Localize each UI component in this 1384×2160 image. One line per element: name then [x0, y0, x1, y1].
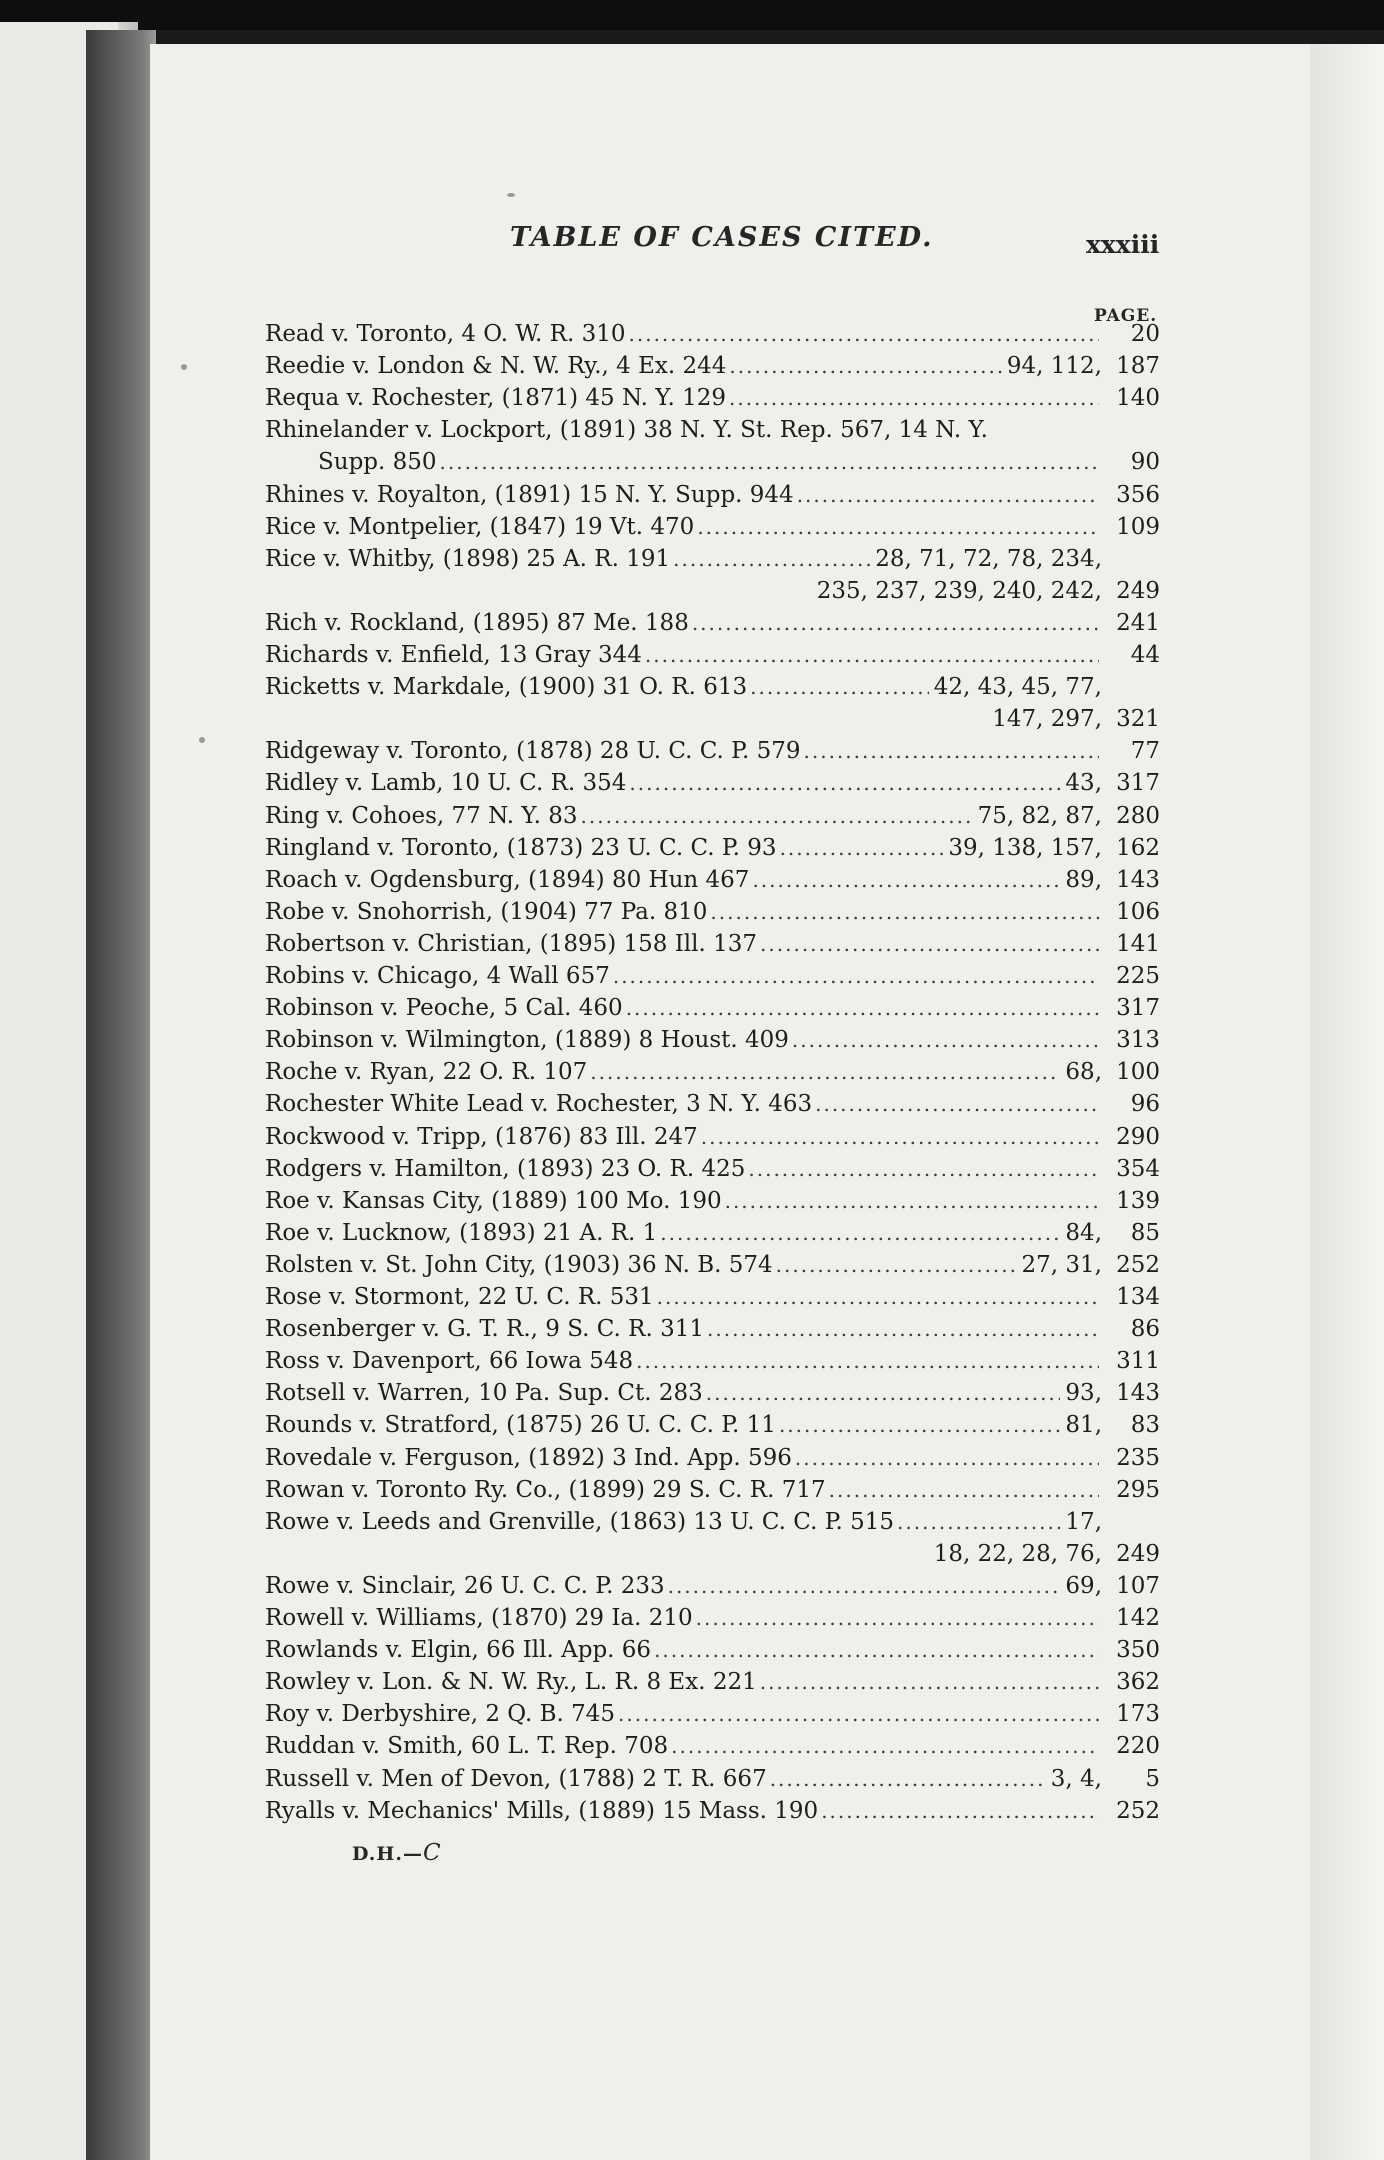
- case-entry: [265, 1730, 1160, 1762]
- final-page: 44: [1130, 642, 1160, 668]
- case-entry: [265, 1249, 1160, 1281]
- case-name: Rowlands v. Elgin, 66 Ill. App. 66: [265, 1637, 652, 1664]
- final-page: 241: [1116, 609, 1160, 636]
- dot-leader: [750, 671, 929, 703]
- dot-leader: [696, 1602, 1099, 1634]
- final-page: 143: [1116, 1380, 1160, 1407]
- case-entry: [265, 1666, 1160, 1698]
- case-name: Rice v. Montpelier, (1847) 19 Vt. 470: [265, 513, 695, 540]
- case-name: Robinson v. Wilmington, (1889) 8 Houst. 409: [265, 1027, 789, 1054]
- case-entry: [265, 1185, 1160, 1217]
- dot-leader: [815, 1088, 1099, 1120]
- dot-leader: [707, 1313, 1099, 1345]
- case-name: Rose v. Stormont, 22 U. C. R. 531: [265, 1284, 654, 1310]
- dot-leader: [618, 1698, 1099, 1730]
- page-references: 39, 138, 157,: [948, 834, 1102, 861]
- case-name: Russell v. Men of Devon, (1788) 2 T. R. 667: [265, 1765, 767, 1792]
- final-page: 140: [1116, 385, 1160, 412]
- dot-leader: [752, 864, 1060, 896]
- final-page: 143: [1116, 866, 1160, 893]
- case-entry: [265, 1634, 1160, 1666]
- case-entry: [265, 1409, 1160, 1441]
- page-references: 28, 71, 72, 78, 234,: [875, 545, 1102, 572]
- running-title: TABLE OF CASES CITED.: [510, 222, 934, 253]
- case-name: Rochester White Lead v. Rochester, 3 N. Y. 463: [265, 1091, 813, 1118]
- case-entry: [265, 1474, 1160, 1506]
- dot-leader: [636, 1345, 1099, 1377]
- case-name: Ring v. Cohoes, 77 N. Y. 83: [265, 802, 578, 829]
- final-page: 280: [1116, 802, 1160, 829]
- case-name: Ryalls v. Mechanics' Mills, (1889) 15 Mass. 190: [265, 1797, 819, 1824]
- case-name: Roe v. Lucknow, (1893) 21 A. R. 1: [265, 1219, 658, 1246]
- case-entry: [265, 414, 1160, 446]
- case-name: Ross v. Davenport, 66 Iowa 548: [265, 1348, 634, 1375]
- case-name: Ridley v. Lamb, 10 U. C. R. 354: [265, 770, 627, 797]
- final-page: 85: [1130, 1219, 1160, 1246]
- page-references: 75, 82, 87,: [977, 802, 1102, 829]
- dot-leader: [710, 896, 1099, 928]
- page-references: 42, 43, 45, 77,: [933, 674, 1102, 701]
- case-name: Roche v. Ryan, 22 O. R. 107: [265, 1059, 588, 1086]
- dot-leader: [729, 350, 1002, 382]
- case-entry: [265, 1056, 1160, 1088]
- dot-leader: [829, 1474, 1099, 1506]
- final-page: 134: [1116, 1284, 1160, 1310]
- dot-leader: [792, 1024, 1099, 1056]
- case-entry: [265, 1763, 1160, 1795]
- page-references: 235, 237, 239, 240, 242,: [816, 577, 1102, 604]
- dot-leader: [692, 607, 1099, 639]
- case-entry: [265, 511, 1160, 543]
- page-references: 93,: [1065, 1380, 1102, 1407]
- final-page: 311: [1116, 1348, 1160, 1375]
- case-entry: [265, 575, 1160, 607]
- case-name: Rich v. Rockland, (1895) 87 Me. 188: [265, 609, 689, 636]
- case-name: Rounds v. Stratford, (1875) 26 U. C. C. P. 11: [265, 1412, 776, 1439]
- page-references: 17,: [1065, 1508, 1102, 1535]
- page-references: 43,: [1065, 770, 1102, 797]
- case-name: Rockwood v. Tripp, (1876) 83 Ill. 247: [265, 1123, 698, 1150]
- page-references: 84,: [1065, 1219, 1102, 1246]
- dot-leader: [776, 1249, 1017, 1281]
- case-entry: [265, 1121, 1160, 1153]
- case-entry: [265, 1345, 1160, 1377]
- case-name: Rhines v. Royalton, (1891) 15 N. Y. Supp. 944: [265, 481, 794, 508]
- dot-leader: [795, 1442, 1099, 1474]
- case-entry: [318, 446, 1160, 478]
- dot-leader: [440, 446, 1099, 478]
- case-entry: [265, 800, 1160, 832]
- final-page: 249: [1116, 1540, 1160, 1567]
- dot-leader: [657, 1281, 1099, 1313]
- dot-leader: [645, 639, 1099, 671]
- final-page: 162: [1116, 834, 1160, 861]
- dot-leader: [660, 1217, 1060, 1249]
- case-entry: [265, 1570, 1160, 1602]
- final-page: 220: [1116, 1733, 1160, 1760]
- final-page: 321: [1116, 706, 1160, 733]
- case-entry: [265, 1538, 1160, 1570]
- final-page: 252: [1116, 1797, 1160, 1824]
- case-name: Roe v. Kansas City, (1889) 100 Mo. 190: [265, 1187, 722, 1214]
- final-page: 141: [1116, 930, 1160, 957]
- case-name: Requa v. Rochester, (1871) 45 N. Y. 129: [265, 385, 726, 412]
- dot-leader: [797, 479, 1099, 511]
- signature-letter: C: [422, 1840, 442, 1866]
- final-page: 139: [1116, 1187, 1160, 1214]
- case-entry: [265, 703, 1160, 735]
- page-references: 147, 297,: [992, 706, 1102, 733]
- dot-leader: [897, 1506, 1060, 1538]
- final-page: 77: [1130, 738, 1160, 765]
- final-page: 106: [1116, 898, 1160, 925]
- case-name: Ruddan v. Smith, 60 L. T. Rep. 708: [265, 1733, 669, 1760]
- page-references: 94, 112,: [1006, 353, 1102, 380]
- dot-leader: [821, 1795, 1099, 1827]
- dot-leader: [760, 928, 1099, 960]
- case-name: Rotsell v. Warren, 10 Pa. Sup. Ct. 283: [265, 1380, 703, 1407]
- dot-leader: [668, 1570, 1061, 1602]
- final-page: 20: [1130, 321, 1160, 347]
- case-entry: [265, 318, 1160, 350]
- signature-mark: [352, 1840, 442, 1866]
- dot-leader: [673, 543, 870, 575]
- page-number: xxxiii: [1086, 230, 1160, 259]
- case-name: Reedie v. London & N. W. Ry., 4 Ex. 244: [265, 353, 727, 380]
- case-name: Rosenberger v. G. T. R., 9 S. C. R. 311: [265, 1316, 704, 1343]
- dot-leader: [697, 511, 1099, 543]
- case-name: Roy v. Derbyshire, 2 Q. B. 745: [265, 1701, 616, 1728]
- case-entry: [265, 1377, 1160, 1409]
- case-name: Read v. Toronto, 4 O. W. R. 310: [265, 321, 626, 347]
- case-entry: [265, 607, 1160, 639]
- case-entry: [265, 992, 1160, 1024]
- dot-leader: [770, 1763, 1046, 1795]
- final-page: 173: [1116, 1701, 1160, 1728]
- final-page: 354: [1116, 1155, 1160, 1182]
- case-name: Richards v. Enfield, 13 Gray 344: [265, 642, 642, 668]
- case-entry: [265, 1281, 1160, 1313]
- case-name: Ringland v. Toronto, (1873) 23 U. C. C. P. 93: [265, 834, 777, 861]
- case-name: Ridgeway v. Toronto, (1878) 28 U. C. C. P. 579: [265, 738, 801, 765]
- page-references: 27, 31,: [1021, 1251, 1102, 1278]
- case-name: Robe v. Snohorrish, (1904) 77 Pa. 810: [265, 898, 708, 925]
- final-page: 5: [1145, 1765, 1160, 1792]
- case-entry: [265, 1442, 1160, 1474]
- case-name: Rolsten v. St. John City, (1903) 36 N. B. 574: [265, 1251, 773, 1278]
- dot-leader: [760, 1666, 1099, 1698]
- final-page: 90: [1130, 449, 1160, 476]
- final-page: 107: [1116, 1572, 1160, 1599]
- page-column-heading: PAGE.: [1094, 306, 1158, 326]
- case-entry: [265, 928, 1160, 960]
- final-page: 96: [1130, 1091, 1160, 1118]
- final-page: 317: [1116, 995, 1160, 1022]
- dot-leader: [626, 992, 1099, 1024]
- page-references: 81,: [1065, 1412, 1102, 1439]
- final-page: 356: [1116, 481, 1160, 508]
- final-page: 83: [1130, 1412, 1160, 1439]
- case-entry: [265, 1506, 1160, 1538]
- case-entry: [265, 1153, 1160, 1185]
- case-entry: [265, 382, 1160, 414]
- dot-leader: [779, 1409, 1060, 1441]
- dot-leader: [590, 1056, 1060, 1088]
- final-page: 109: [1116, 513, 1160, 540]
- dot-leader: [725, 1185, 1099, 1217]
- dot-leader: [804, 735, 1100, 767]
- dot-leader: [629, 767, 1060, 799]
- case-entry: [265, 1698, 1160, 1730]
- dot-leader: [780, 832, 944, 864]
- case-name: Robertson v. Christian, (1895) 158 Ill. 137: [265, 930, 758, 957]
- case-entry: [265, 1088, 1160, 1120]
- dot-leader: [701, 1121, 1099, 1153]
- case-name: Rowell v. Williams, (1870) 29 Ia. 210: [265, 1605, 693, 1631]
- dot-leader: [613, 960, 1099, 992]
- case-entry: [265, 1024, 1160, 1056]
- signature-prefix: D.H.—: [352, 1843, 423, 1865]
- case-name: Rodgers v. Hamilton, (1893) 23 O. R. 425: [265, 1155, 746, 1182]
- page-references: 18, 22, 28, 76,: [933, 1540, 1102, 1567]
- case-entry: [265, 1313, 1160, 1345]
- dot-leader: [706, 1377, 1061, 1409]
- case-entry: [265, 1602, 1160, 1634]
- case-name: Rowan v. Toronto Ry. Co., (1899) 29 S. C. R. 717: [265, 1476, 826, 1503]
- page-references: 68,: [1065, 1059, 1102, 1086]
- case-entry: [265, 735, 1160, 767]
- case-name: Rovedale v. Ferguson, (1892) 3 Ind. App. 596: [265, 1444, 792, 1471]
- final-page: 313: [1116, 1027, 1160, 1054]
- final-page: 235: [1116, 1444, 1160, 1471]
- final-page: 249: [1116, 577, 1160, 604]
- case-name: Rice v. Whitby, (1898) 25 A. R. 191: [265, 545, 671, 572]
- case-name: Rowley v. Lon. & N. W. Ry., L. R. 8 Ex. 221: [265, 1669, 757, 1696]
- dot-leader: [629, 318, 1100, 350]
- final-page: 225: [1116, 963, 1160, 989]
- case-name: Ricketts v. Markdale, (1900) 31 O. R. 613: [265, 674, 748, 701]
- dot-leader: [581, 800, 973, 832]
- case-name: Supp. 850: [318, 449, 437, 476]
- case-entry: [265, 350, 1160, 382]
- case-name: Rowe v. Sinclair, 26 U. C. C. P. 233: [265, 1572, 665, 1599]
- page-references: 89,: [1065, 866, 1102, 893]
- page-references: 69,: [1065, 1572, 1102, 1599]
- case-entry: [265, 639, 1160, 671]
- final-page: 317: [1116, 770, 1160, 797]
- final-page: 86: [1130, 1316, 1160, 1343]
- case-entry: [265, 832, 1160, 864]
- dot-leader: [654, 1634, 1099, 1666]
- final-page: 142: [1116, 1605, 1160, 1631]
- final-page: 295: [1116, 1476, 1160, 1503]
- case-name: Roach v. Ogdensburg, (1894) 80 Hun 467: [265, 866, 750, 893]
- final-page: 252: [1116, 1251, 1160, 1278]
- case-entry: [265, 1217, 1160, 1249]
- case-entry: [265, 1795, 1160, 1827]
- page-references: 3, 4,: [1050, 1765, 1102, 1792]
- case-entry: [265, 543, 1160, 575]
- case-entry: [265, 479, 1160, 511]
- case-entry: [265, 896, 1160, 928]
- case-name: Robinson v. Peoche, 5 Cal. 460: [265, 995, 623, 1022]
- final-page: 350: [1116, 1637, 1160, 1664]
- case-entry: [265, 960, 1160, 992]
- case-entry: [265, 864, 1160, 896]
- case-name: Rhinelander v. Lockport, (1891) 38 N. Y. St. Rep. 567, 14 N. Y.: [265, 417, 988, 444]
- case-name: Robins v. Chicago, 4 Wall 657: [265, 963, 610, 989]
- dot-leader: [729, 382, 1099, 414]
- case-entry: [265, 671, 1160, 703]
- dot-leader: [671, 1730, 1099, 1762]
- case-entry: [265, 767, 1160, 799]
- case-name: Rowe v. Leeds and Grenville, (1863) 13 U. C. C. P. 515: [265, 1508, 895, 1535]
- final-page: 187: [1116, 353, 1160, 380]
- dot-leader: [748, 1153, 1099, 1185]
- final-page: 362: [1116, 1669, 1160, 1696]
- final-page: 290: [1116, 1123, 1160, 1150]
- final-page: 100: [1116, 1059, 1160, 1086]
